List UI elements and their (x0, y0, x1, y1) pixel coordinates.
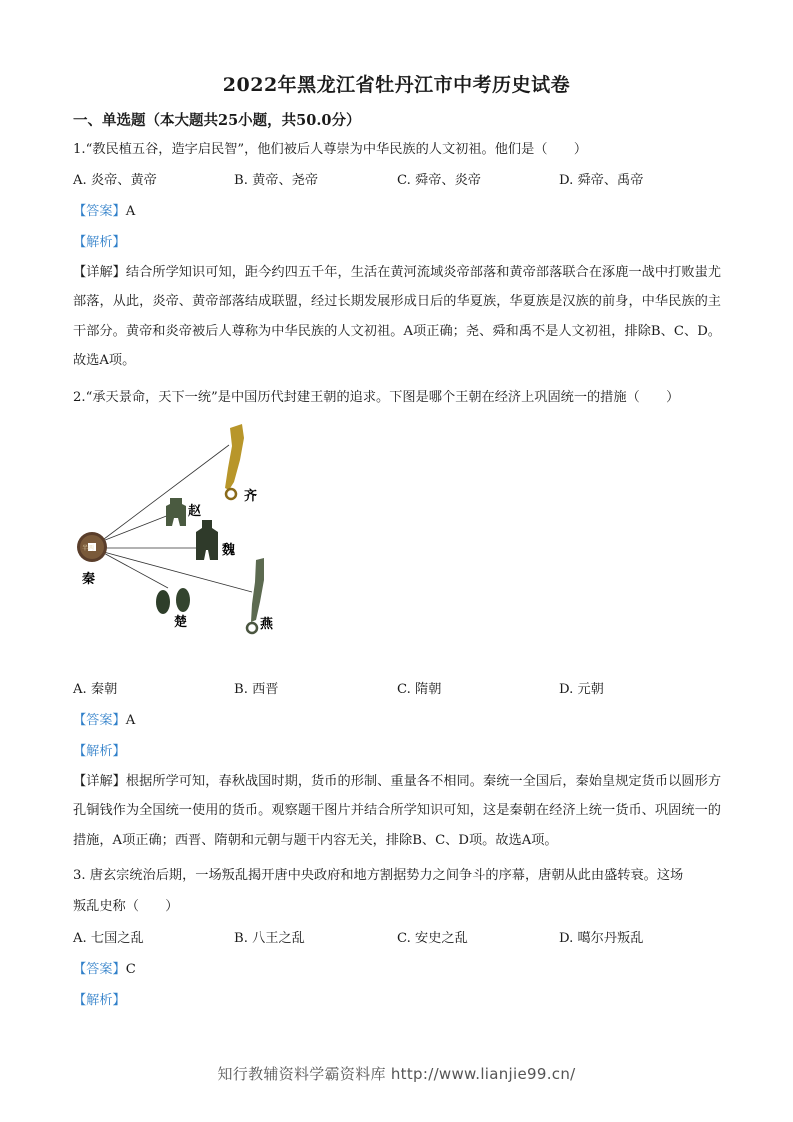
ant-nose-coin-icon-chu (156, 588, 190, 614)
answer-tag: 【答案】 (73, 962, 126, 977)
ban-liang-round-coin-icon (77, 532, 107, 562)
answer-tag: 【答案】 (73, 204, 126, 219)
analysis-tag: 【解析】 (73, 744, 126, 759)
q2-answer (73, 711, 135, 731)
label-wei: 魏 (222, 543, 236, 558)
q1-option-b: B. 黄帝、尧帝 (234, 173, 319, 188)
page-title: 2022年黑龙江省牡丹江市中考历史试卷 (222, 74, 571, 96)
q3-option-d: D. 噶尔丹叛乱 (559, 931, 644, 946)
coin-inscription: 半两 (82, 545, 95, 552)
q2-option-a: A. 秦朝 (73, 682, 118, 697)
answer-tag: 【答案】 (73, 713, 126, 728)
detail-tag: 【详解】 (73, 774, 126, 789)
q3-answer (73, 960, 136, 980)
detail-tag: 【详解】 (73, 265, 126, 280)
q1-analysis (73, 233, 126, 253)
question-3-options (73, 929, 723, 949)
spade-coin-icon-zhao (166, 498, 186, 526)
q1-option-c: C. 舜帝、炎帝 (397, 173, 481, 188)
q3-option-a: A. 七国之乱 (73, 931, 144, 946)
question-1-stem: 1.“教民植五谷，造字启民智”，他们被后人尊崇为中华民族的人文初祖。他们是（ ） (73, 142, 587, 157)
detail-text: 根据所学可知，春秋战国时期，货币的形制、重量各不相同。秦统一全国后，秦始皇规定货币以圆形方孔铜钱作为全国统一使用的货币。观察题干图片并结合所学知识可知，这是秦朝在经济上统一货币、巩固统一的措施，A项正确；西晋、隋朝和元朝与题干内容无关，排除B、C、D项。故选A项。 (73, 774, 722, 848)
coin-unification-figure (72, 420, 282, 640)
q2-detail (73, 767, 721, 855)
knife-coin-icon-qi (225, 424, 244, 499)
q3-option-b: B. 八王之乱 (234, 931, 305, 946)
label-chu: 楚 (174, 615, 188, 630)
analysis-tag: 【解析】 (73, 993, 126, 1008)
spade-coin-icon-wei (196, 520, 218, 560)
answer-value: A (125, 204, 136, 219)
q1-option-a: A. 炎帝、黄帝 (73, 173, 157, 188)
q2-option-c: C. 隋朝 (397, 682, 442, 697)
q3-option-c: C. 安史之乱 (397, 931, 468, 946)
answer-value: C (125, 962, 136, 977)
analysis-tag: 【解析】 (73, 235, 126, 250)
question-3-stem-line1: 3. 唐玄宗统治后期，一场叛乱揭开唐中央政府和地方割据势力之间争斗的序幕，唐朝从此由盛转衰。这场 (73, 868, 684, 883)
q2-option-d: D. 元朝 (559, 682, 604, 697)
coin-diagram (72, 420, 282, 640)
question-2-options (73, 680, 723, 700)
q3-analysis (73, 991, 126, 1011)
q1-option-d: D. 舜帝、禹帝 (559, 173, 644, 188)
label-yan: 燕 (260, 617, 274, 632)
q1-detail (73, 258, 721, 375)
label-zhao: 赵 (188, 504, 202, 519)
footer-watermark: 知行教辅资料学霸资料库 http://www.lianjie99.cn/ (217, 1065, 576, 1083)
detail-text: 结合所学知识可知，距今约四五千年，生活在黄河流域炎帝部落和黄帝部落联合在涿鹿一战中打败蚩尤部落，从此，炎帝、黄帝部落结成联盟，经过长期发展形成日后的华夏族，华夏族是汉族的前身，中华民族的主干部分。黄帝和炎帝被后人尊称为中华民族的人文初祖。A项正确；尧、舜和禹不是人文初祖，排除B、C、D。故选A项。 (73, 265, 722, 368)
question-2-stem: 2.“承天景命，天下一统”是中国历代封建王朝的追求。下图是哪个王朝在经济上巩固统一的措施（ ） (73, 390, 680, 405)
label-qin: 秦 (82, 572, 96, 587)
question-3-stem-line2: 叛乱史称（ ） (73, 899, 179, 914)
question-1-options (73, 171, 723, 191)
q2-option-b: B. 西晋 (234, 682, 279, 697)
q2-analysis (73, 742, 126, 762)
label-qi: 齐 (244, 489, 258, 504)
answer-value: A (125, 713, 136, 728)
q1-answer (73, 202, 135, 222)
section-heading: 一、单选题（本大题共25小题，共50.0分） (73, 112, 361, 129)
